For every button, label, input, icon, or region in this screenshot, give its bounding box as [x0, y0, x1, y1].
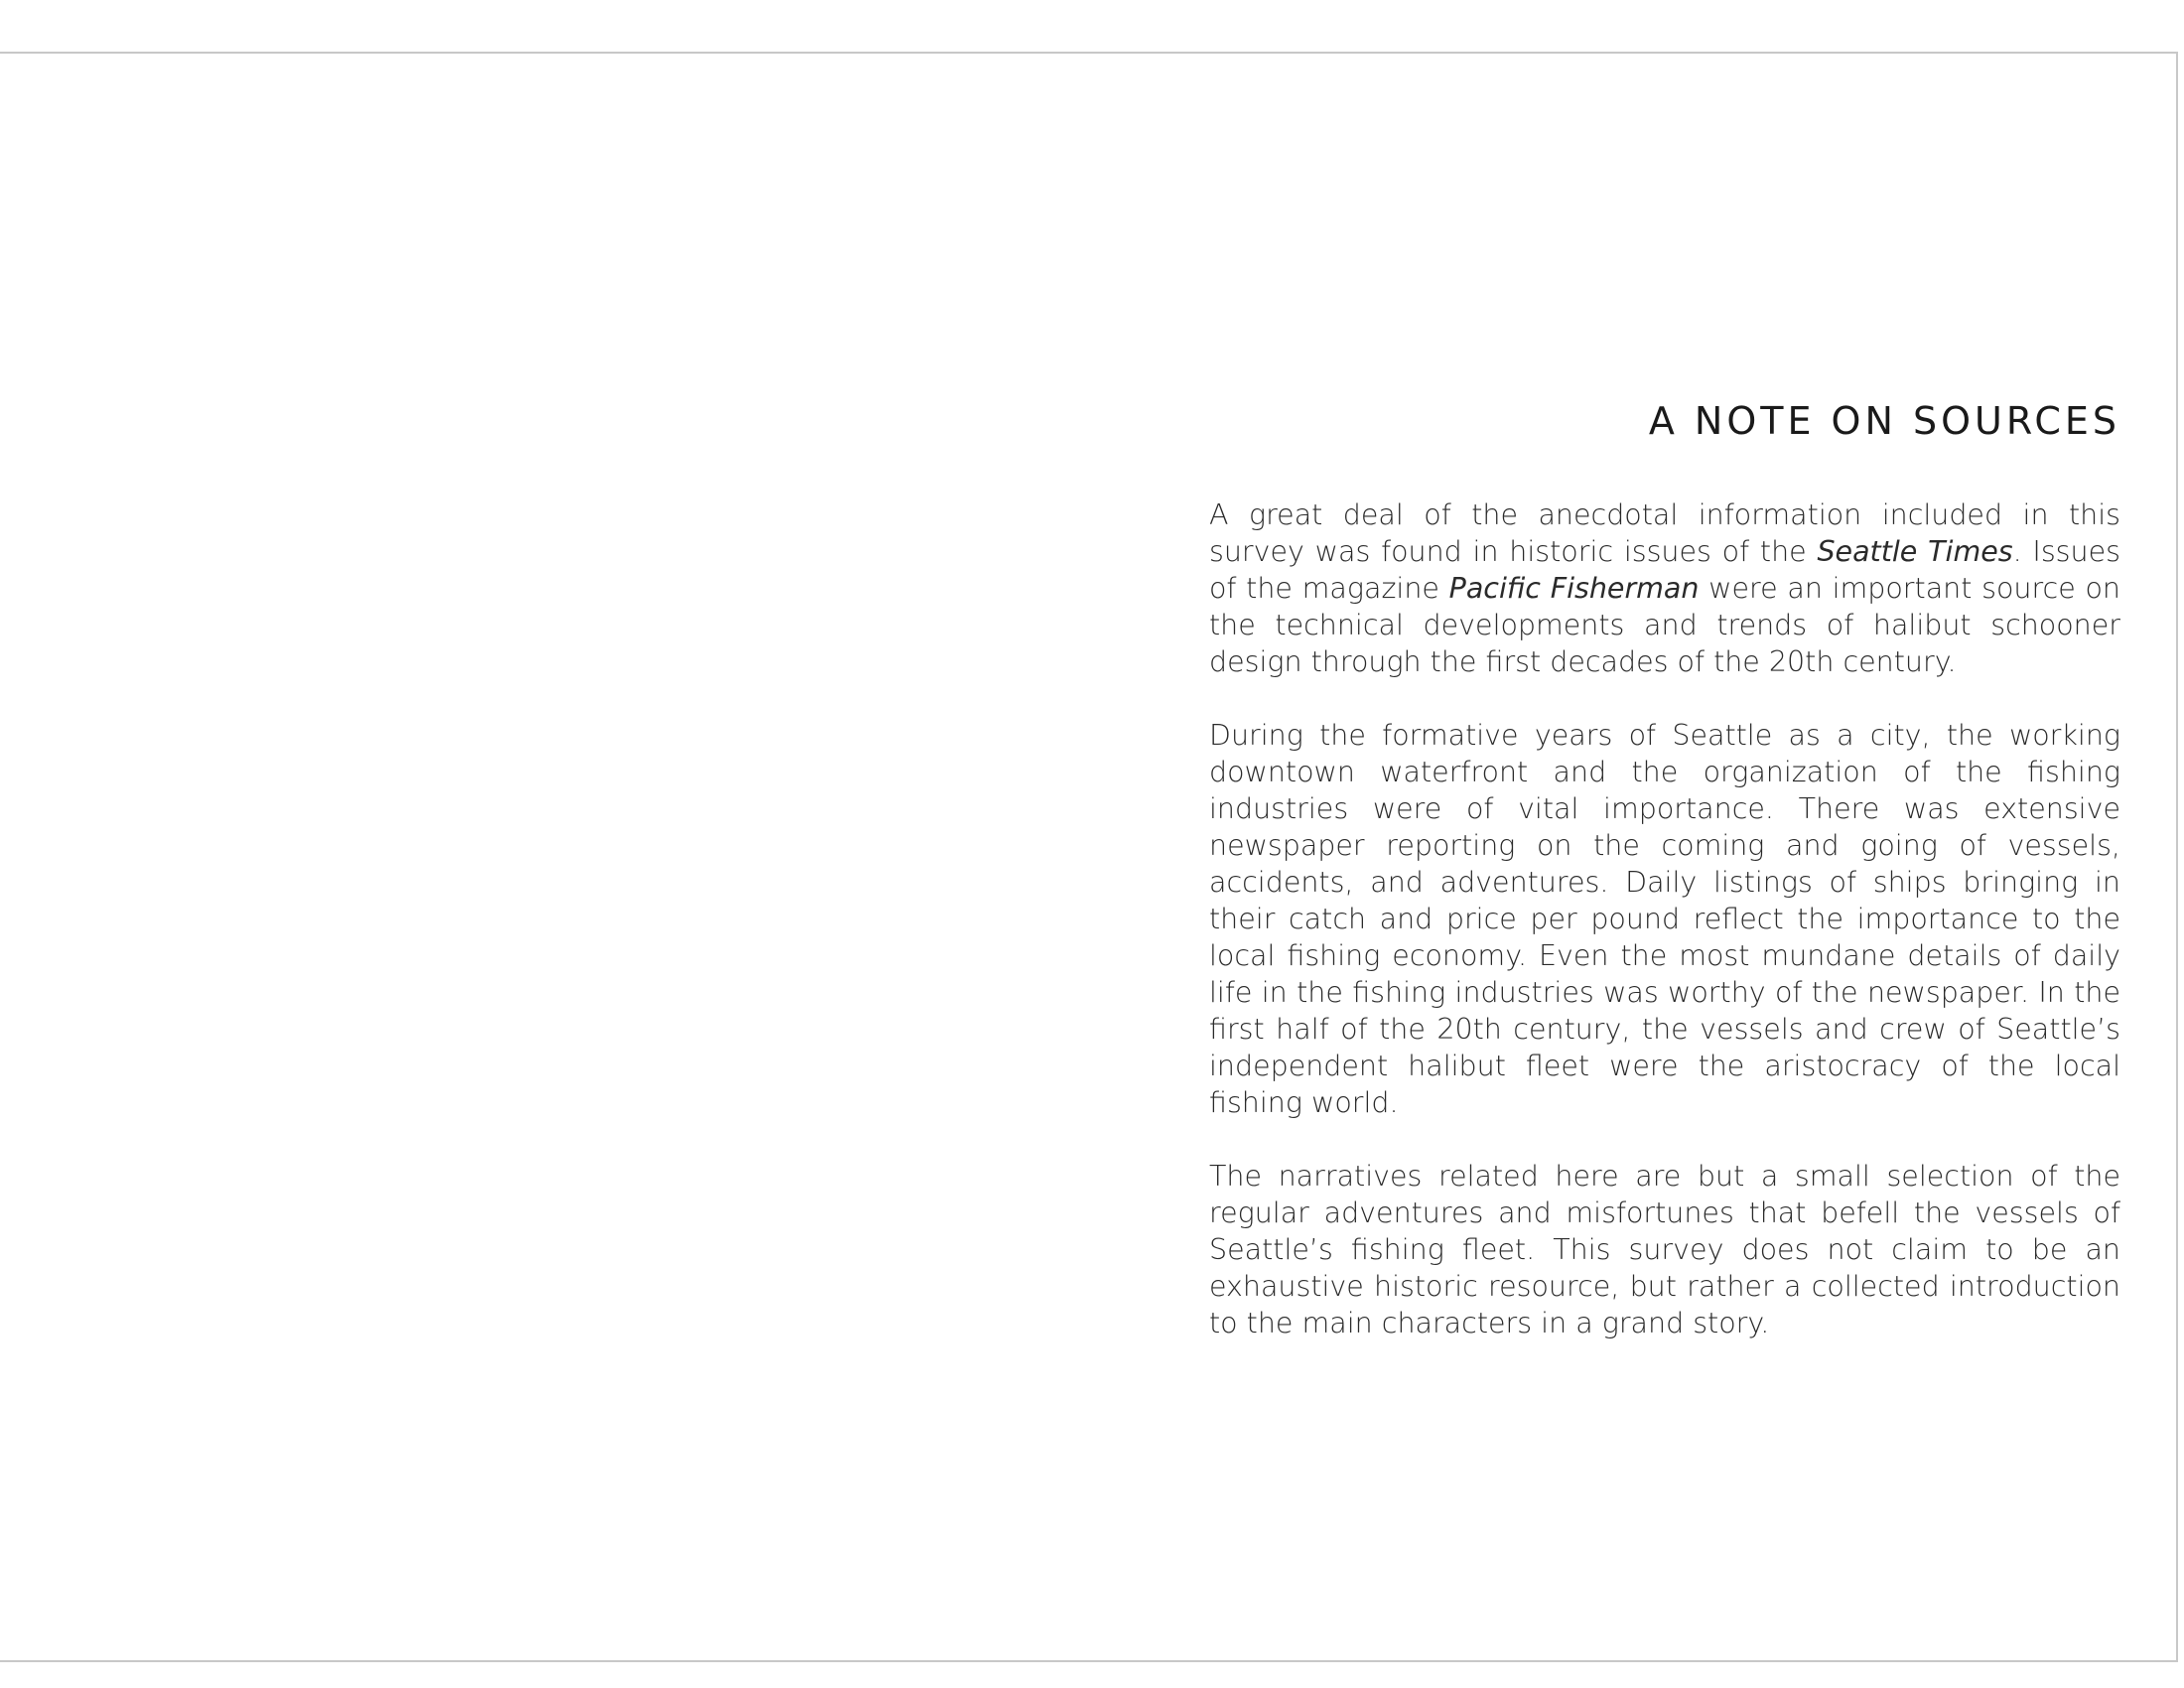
paragraph-sources-intro	[1209, 496, 2120, 680]
paragraph-survey-scope: The narratives related here are but a small selection of the regular adventures and misfortunes that befell the vessels of Seattle’s fishing fleet. This survey does not claim to be an exhaustive historic resource, but rather a collected introduction to the main characters in a grand story.	[1209, 1160, 2120, 1339]
text-column	[1209, 397, 2120, 1378]
paragraph-text: were an important source on the technical developments and trends of halibut schooner design through the first decades of the 20th century.	[1209, 572, 2120, 678]
page-title: A NOTE ON SOURCES	[1648, 399, 2120, 443]
paragraph-text: . Issues of the magazine	[1209, 535, 2120, 605]
paragraph-newspaper-reporting: During the formative years of Seattle as a city, the working downtown waterfront and the organization of the fishing industries were of vital importance. There was extensive newspaper reporting on the coming and going of vessels, accidents, and adventures. Daily listings of ships bringing in their catch and price per pound reflect the importance to the local fishing economy. Even the most mundane details of daily life in the fishing industries was worthy of the newspaper. In the first half of the 20th century, the vessels and crew of Seattle’s independent halibut fleet were the aristocracy of the local fishing world.	[1209, 719, 2120, 1119]
publication-title-seattle-times: Seattle Times	[1817, 535, 2013, 568]
publication-title-pacific-fisherman: Pacific Fisherman	[1448, 572, 1700, 605]
paragraph-text: A great deal of the anecdotal information included in this survey was found in historic issues of the	[1209, 498, 2120, 568]
